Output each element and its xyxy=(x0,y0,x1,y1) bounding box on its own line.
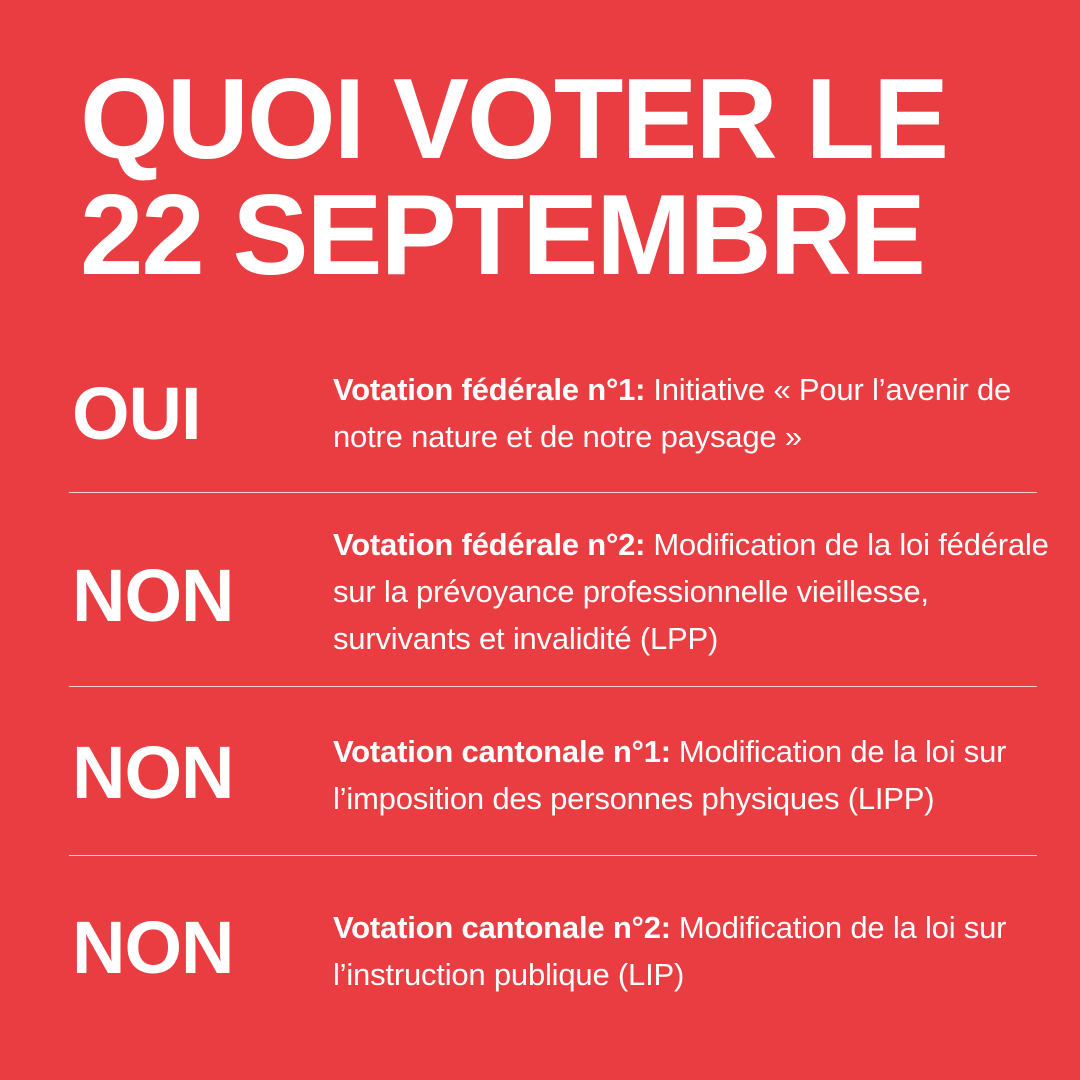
ballot-text: Modification de la loi sur l’instruction publique (LIP) xyxy=(333,910,1007,992)
ballot-reference: Votation cantonale n°2: xyxy=(333,910,671,945)
vote-recommendation: NON xyxy=(72,554,234,637)
ballot-text: Modification de la loi sur l’imposition des personnes physiques (LIPP) xyxy=(333,734,1007,816)
ballot-reference: Votation fédérale n°1: xyxy=(333,372,646,407)
divider xyxy=(69,492,1037,493)
ballot-description xyxy=(333,366,1068,460)
ballot-description xyxy=(333,521,1068,662)
vote-recommendation: NON xyxy=(72,731,234,814)
ballot-text: Initiative « Pour l’avenir de notre nature et de notre paysage » xyxy=(333,372,1012,454)
ballot-text: Modification de la loi fédérale sur la prévoyance professionnelle vieillesse, survivants et invalidité (LPP) xyxy=(333,527,1049,656)
vote-recommendation: NON xyxy=(72,906,234,989)
ballot-description xyxy=(333,904,1068,998)
divider xyxy=(69,686,1037,687)
divider xyxy=(69,855,1037,856)
ballot-reference: Votation cantonale n°1: xyxy=(333,734,671,769)
headline-line-2: 22 SEPTEMBRE xyxy=(80,172,924,299)
ballot-reference: Votation fédérale n°2: xyxy=(333,527,646,562)
ballot-description xyxy=(333,728,1068,822)
headline-line-1: QUOI VOTER LE xyxy=(80,56,948,183)
vote-recommendation: OUI xyxy=(72,372,201,455)
headline xyxy=(80,56,948,299)
